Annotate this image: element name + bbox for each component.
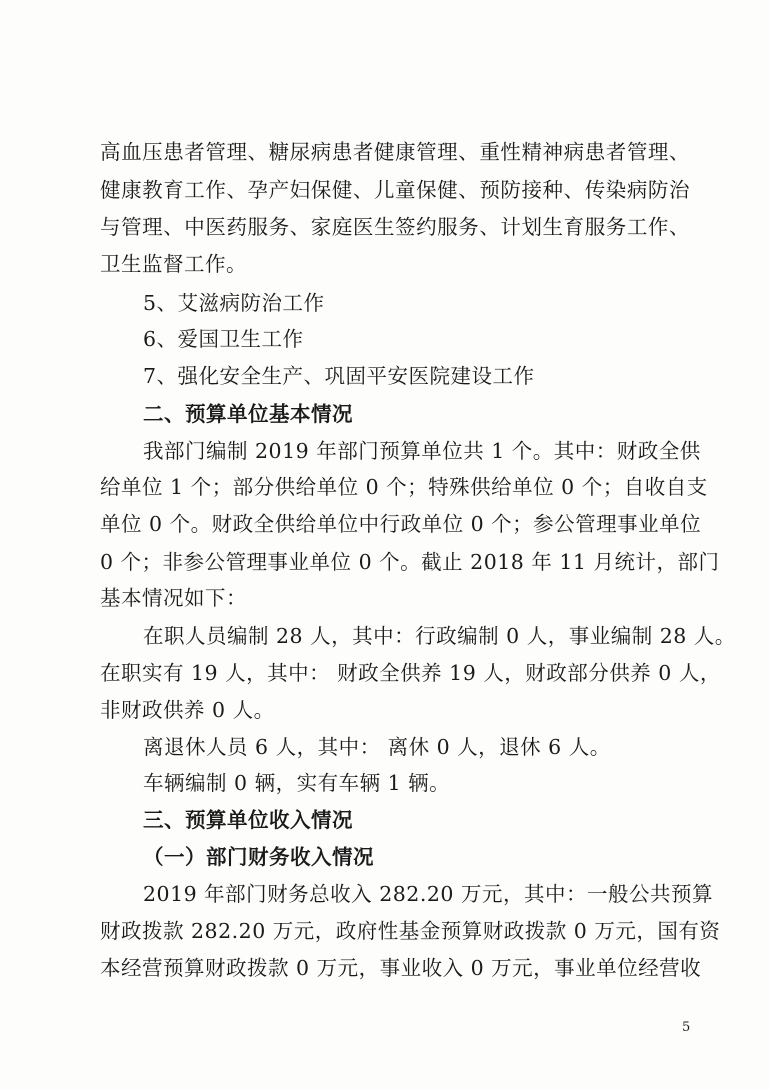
paragraph-line: 与管理、中医药服务、家庭医生签约服务、计划生育服务工作、 <box>100 215 690 239</box>
page-number: 5 <box>682 1020 691 1035</box>
list-item: 7、强化安全生产、巩固平安医院建设工作 <box>143 364 535 388</box>
paragraph-line: 财政拨款 282.20 万元，政府性基金预算财政拨款 0 万元，国有资 <box>100 919 721 943</box>
paragraph-line: 本经营预算财政拨款 0 万元，事业收入 0 万元，事业单位经营收 <box>100 956 702 980</box>
list-item: 5、艾滋病防治工作 <box>143 291 325 315</box>
paragraph-line: 离退休人员 6 人，其中： 离休 0 人，退休 6 人。 <box>143 735 611 759</box>
paragraph-line: 非财政供养 0 人。 <box>100 698 275 722</box>
paragraph-line: 基本情况如下： <box>100 586 247 610</box>
list-item: 6、爱国卫生工作 <box>143 327 304 351</box>
paragraph-line: 车辆编制 0 辆，实有车辆 1 辆。 <box>143 771 451 795</box>
paragraph-line: 2019 年部门财务总收入 282.20 万元，其中：一般公共预算 <box>143 882 713 906</box>
paragraph-line: 卫生监督工作。 <box>100 252 247 276</box>
paragraph-line: 在职人员编制 28 人，其中：行政编制 0 人，事业编制 28 人。 <box>143 624 736 648</box>
paragraph-line: 在职实有 19 人，其中： 财政全供养 19 人，财政部分供养 0 人， <box>100 661 721 685</box>
paragraph-line: 给单位 1 个；部分供给单位 0 个；特殊供给单位 0 个；自收自支 <box>100 475 708 499</box>
paragraph-line: 健康教育工作、孕产妇保健、儿童保健、预防接种、传染病防治 <box>100 178 690 202</box>
paragraph-line: 0 个；非参公管理事业单位 0 个。截止 2018 年 11 月统计，部门 <box>100 550 720 574</box>
subsection-heading: （一）部门财务收入情况 <box>143 845 374 869</box>
section-heading: 二、预算单位基本情况 <box>143 402 353 426</box>
section-heading: 三、预算单位收入情况 <box>143 808 353 832</box>
paragraph-line: 我部门编制 2019 年部门预算单位共 1 个。其中：财政全供 <box>143 439 701 463</box>
paragraph-line: 高血压患者管理、糖尿病患者健康管理、重性精神病患者管理、 <box>100 140 690 164</box>
paragraph-line: 单位 0 个。财政全供给单位中行政单位 0 个；参公管理事业单位 <box>100 512 702 536</box>
